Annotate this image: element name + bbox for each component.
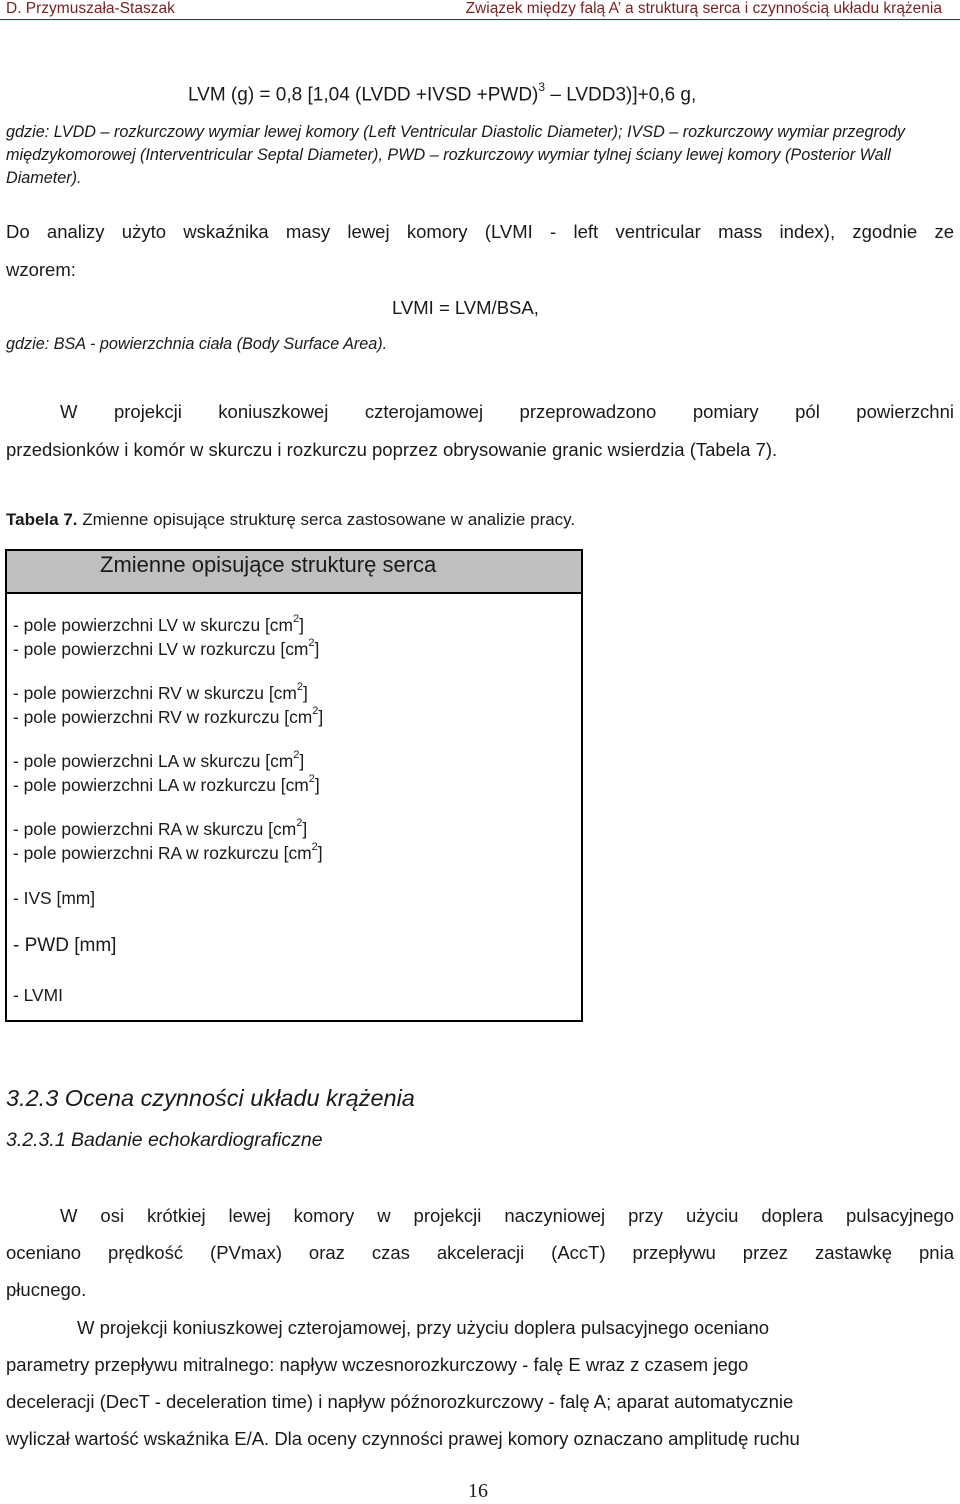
- pulmonary-paragraph-line-3: płucnego.: [6, 1279, 87, 1300]
- table-heart-structure-variables: [5, 549, 583, 1022]
- table-caption-text: Zmienne opisujące strukturę serca zastosowane w analizie pracy.: [77, 510, 576, 529]
- lvm-formula: [188, 82, 696, 106]
- running-header-title: Związek między falą A’ a strukturą serca i czynnością układu krążenia: [465, 0, 942, 17]
- lvmi-formula: LVMI = LVM/BSA,: [392, 297, 539, 318]
- lvm-formula-tail: – LVDD3)]+0,6 g,: [545, 84, 697, 106]
- pulmonary-paragraph-line-2: oceniano prędkość (PVmax) oraz czas akceleracji (AccT) przepływu przez zastawkę pnia: [6, 1242, 954, 1263]
- lvm-formula-exponent: 3: [538, 80, 546, 94]
- table-header-text: Zmienne opisujące strukturę serca: [100, 552, 437, 577]
- table-caption-label: Tabela 7.: [6, 510, 78, 529]
- table-row: - pole powierzchni LV w skurczu $[cm^2]$: [13, 613, 304, 635]
- table-row: - pole powierzchni RA w skurczu $[cm^2]$: [13, 817, 308, 839]
- table-caption: [6, 510, 575, 530]
- table-row-pwd: - PWD [mm]: [13, 935, 117, 956]
- table-row-ivs: - IVS [mm]: [13, 888, 96, 908]
- projection-paragraph-line-1: W projekcji koniuszkowej czterojamowej przeprowadzono pomiary pól powierzchni: [60, 401, 954, 422]
- table-row-lvmi: - LVMI: [13, 985, 63, 1005]
- mitral-paragraph-line-3: deceleracji (DecT - deceleration time) i napływ późnorozkurczowy - falę A; aparat automatycznie: [6, 1391, 794, 1412]
- lvm-formula-main: LVM (g) = 0,8 [1,04 (LVDD +IVSD +PWD): [188, 84, 539, 106]
- bsa-definition: gdzie: BSA - powierzchnia ciała (Body Surface Area).: [6, 335, 388, 353]
- table-row: - pole powierzchni LA w rozkurczu $[cm^2]$: [13, 773, 320, 795]
- projection-paragraph-line-2: przedsionków i komór w skurczu i rozkurczu poprzez obrysowanie granic wsierdzia (Tabela 7).: [6, 439, 778, 460]
- page-number: 16: [468, 1480, 488, 1502]
- lvmi-paragraph-line-1: Do analizy użyto wskaźnika masy lewej komory (LVMI - left ventricular mass index), zgodnie ze: [6, 221, 954, 242]
- mitral-paragraph-line-2: parametry przepływu mitralnego: napływ wczesnorozkurczowy - falę E wraz z czasem jego: [6, 1354, 749, 1375]
- pulmonary-paragraph-line-1: W osi krótkiej lewej komory w projekcji naczyniowej przy użyciu doplera pulsacyjnego: [60, 1205, 954, 1226]
- subsection-heading: 3.2.3.1 Badanie echokardiograficzne: [6, 1129, 323, 1151]
- table-row: - pole powierzchni RV w skurczu $[cm^2]$: [13, 681, 308, 703]
- running-header-author: D. Przymuszała-Staszak: [6, 0, 175, 17]
- header-rule: [0, 19, 960, 20]
- table-row: - pole powierzchni LV w rozkurczu $[cm^2]$: [13, 637, 320, 659]
- mitral-paragraph-line-1: W projekcji koniuszkowej czterojamowej, przy użyciu doplera pulsacyjnego oceniano: [77, 1317, 770, 1338]
- table-row: - pole powierzchni RV w rozkurczu $[cm^2]$: [13, 705, 324, 727]
- table-header: [7, 551, 581, 594]
- table-row: - pole powierzchni RA w rozkurczu $[cm^2]$: [13, 841, 323, 863]
- section-heading: 3.2.3 Ocena czynności układu krążenia: [6, 1085, 415, 1111]
- lvmi-paragraph-line-2: wzorem:: [6, 259, 76, 280]
- mitral-paragraph-line-4: wyliczał wartość wskaźnika E/A. Dla oceny czynności prawej komory oznaczano amplitudę ruchu: [6, 1428, 800, 1449]
- lvm-definitions: gdzie: LVDD – rozkurczowy wymiar lewej komory (Left Ventricular Diastolic Diameter); IVSD – rozkurczowy wymiar przegrody międzykomorowej (Interventricular Septal Diameter), PWD – rozkurczowy wymiar tylnej ściany lewej komory (Posterior Wall Diameter).: [6, 123, 905, 187]
- table-row: - pole powierzchni LA w skurczu $[cm^2]$: [13, 749, 305, 771]
